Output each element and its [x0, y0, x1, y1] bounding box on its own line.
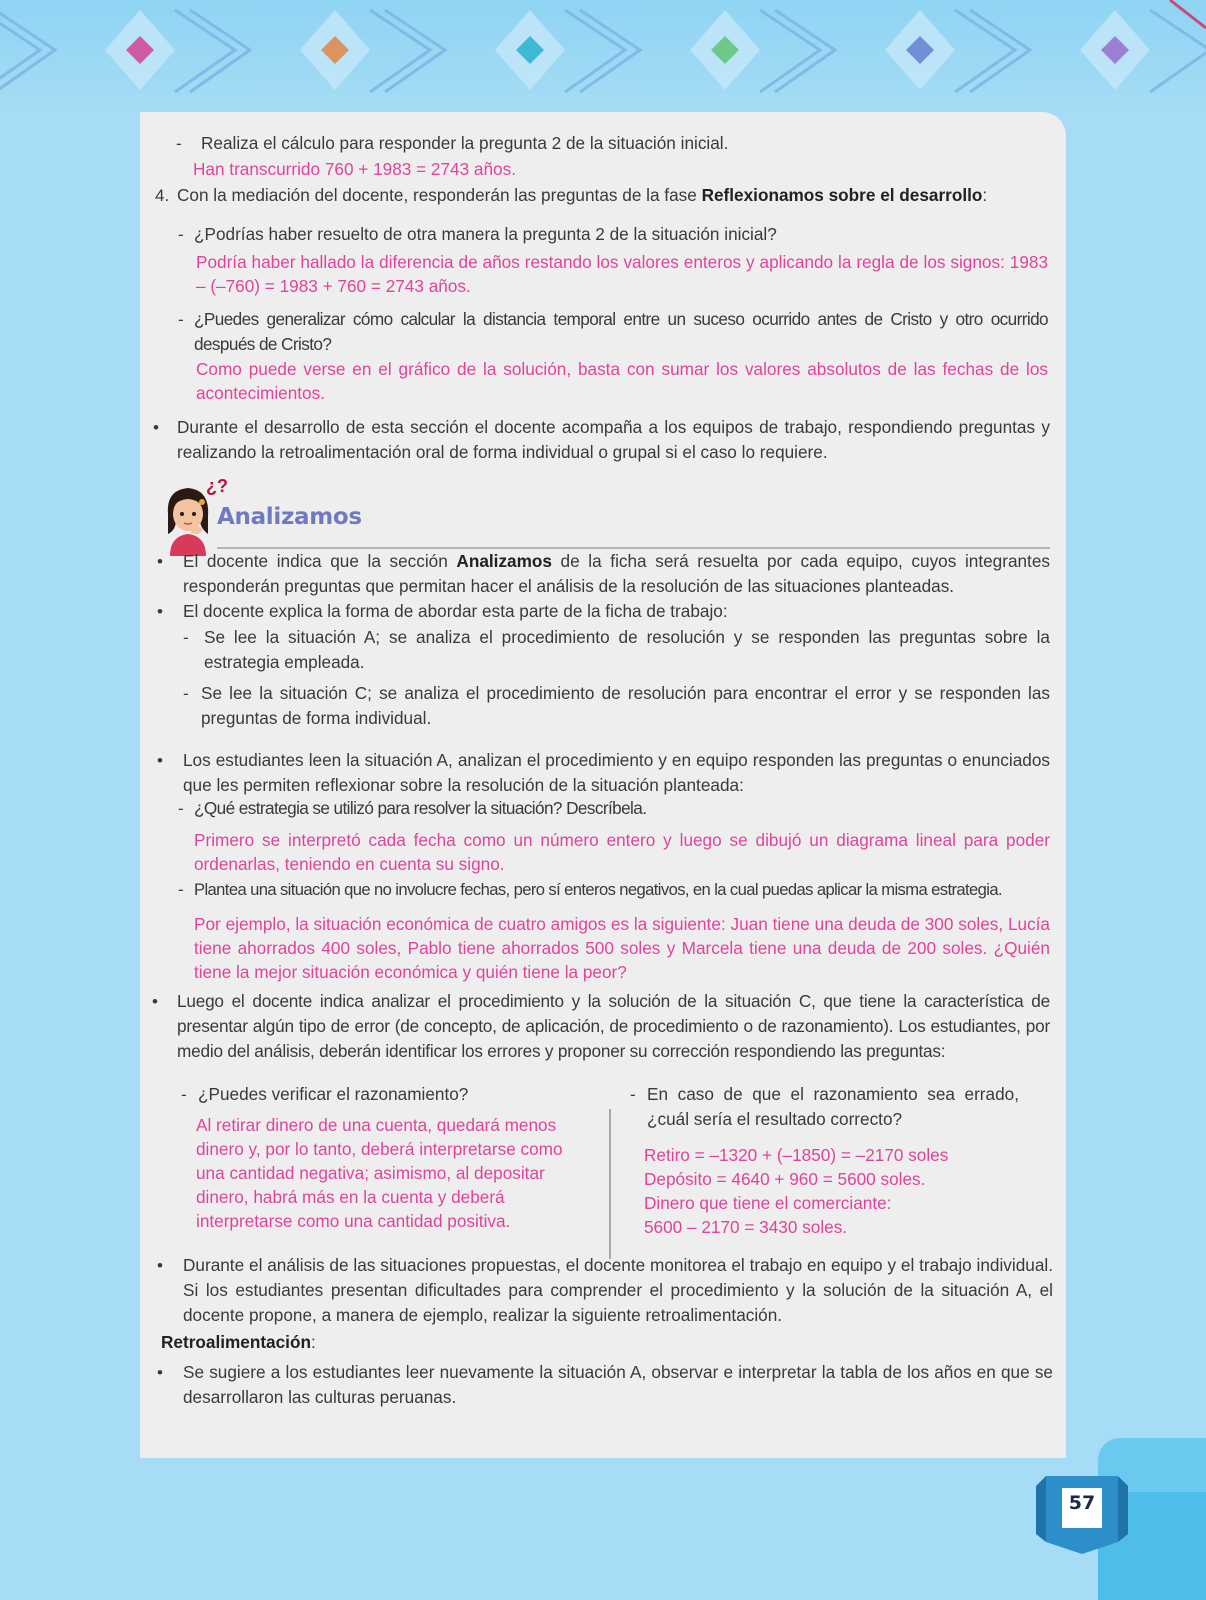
dash-marker: -: [183, 684, 189, 703]
question-text: Plantea una situación que no involucre fechas, pero sí enteros negativos, en la cual puedas aplicar la misma estrategia.: [194, 880, 1002, 899]
content-card: [140, 112, 1066, 1458]
dash-marker: -: [178, 799, 184, 818]
retro-heading: [161, 1330, 561, 1355]
dash-marker: -: [178, 225, 184, 244]
bold-phrase: Retroalimentación: [161, 1332, 311, 1352]
diamond-pattern-icon: [0, 0, 1206, 112]
instruction-text: Realiza el cálculo para responder la pregunta 2 de la situación inicial.: [201, 133, 729, 153]
answer-text: Por ejemplo, la situación económica de cuatro amigos es la siguiente: Juan tiene una deuda de 300 soles, Lucía tiene ahorrados 400 soles, Pablo tiene ahorrados 500 soles y Marcela tiene una deuda de 200 soles. ¿Quién tiene la mejor situación económica y quién tiene la peor?: [194, 914, 1050, 982]
paragraph-text: [183, 549, 1050, 599]
answer-line: 5600 – 2170 = 3430 soles.: [644, 1217, 848, 1237]
paragraph-text: Durante el desarrollo de esta sección el docente acompaña a los equipos de trabajo, respondiendo preguntas y realizando la retroalimentación oral de forma individual o grupal si el caso lo requiere.: [177, 417, 1050, 462]
text-run: Con la mediación del docente, responderán las preguntas de la fase: [177, 185, 702, 205]
section-title: Analizamos: [217, 504, 362, 530]
bullet-marker: •: [157, 1363, 163, 1382]
bullet-marker: •: [157, 751, 163, 770]
question-marks: ¿?: [206, 476, 228, 496]
list-number: 4.: [155, 186, 170, 205]
question-text: ¿Podrías haber resuelto de otra manera la pregunta 2 de la situación inicial?: [194, 224, 777, 244]
dash-marker: -: [176, 134, 182, 153]
answer-line: Retiro = –1320 + (–1850) = –2170 soles: [644, 1145, 949, 1165]
answer-text: Podría haber hallado la diferencia de años restando los valores enteros y aplicando la regla de los signos: 1983 – (–760) = 1983 + 760 = 2743 años.: [196, 252, 1048, 296]
text-run: :: [310, 1332, 316, 1352]
dash-marker: -: [630, 1085, 636, 1104]
bold-phrase: Reflexionamos sobre el desarrollo: [701, 185, 983, 205]
answer-text: Al retirar dinero de una cuenta, quedará menos dinero y, por lo tanto, deberá interpretarse como una cantidad negativa; asimismo, al depositar dinero, habrá más en la cuenta y deberá interpretarse como una cantidad positiva.: [196, 1115, 563, 1231]
paragraph-text: Se sugiere a los estudiantes leer nuevamente la situación A, observar e interpretar la tabla de los años en que se desarrollaron las culturas peruanas.: [183, 1362, 1053, 1407]
answer-text: Han transcurrido 760 + 1983 = 2743 años.: [193, 159, 516, 179]
answer-line: Depósito = 4640 + 960 = 5600 soles.: [644, 1169, 926, 1189]
dash-marker: -: [178, 880, 184, 899]
paragraph-text: Durante el análisis de las situaciones propuestas, el docente monitorea el trabajo en equipo y el trabajo individual. Si los estudiantes presentan dificultades para comprender el procedimiento y la solución de la situación A, el docente propone, a manera de ejemplo, realizar la siguiente retroalimentación.: [183, 1255, 1053, 1325]
paragraph-text: Se lee la situación C; se analiza el procedimiento de resolución para encontrar el error y se responden las preguntas de forma individual.: [201, 683, 1050, 728]
paragraph-text: Luego el docente indica analizar el procedimiento y la solución de la situación C, que tiene la característica de presentar algún tipo de error (de concepto, de aplicación, de procedimiento o de razonamiento). Los estudiantes, por medio del análisis, deberán identificar los errores y proponer su corrección respondiendo las preguntas:: [177, 991, 1050, 1061]
column-divider: [609, 1109, 611, 1259]
question-text: ¿Puedes verificar el razonamiento?: [198, 1084, 469, 1104]
text-run: :: [982, 185, 988, 205]
dash-marker: -: [178, 310, 184, 329]
answer-line: Dinero que tiene el comerciante:: [644, 1193, 892, 1213]
page-number: 57: [1068, 1492, 1096, 1514]
bold-phrase: Analizamos: [456, 551, 552, 571]
text-run: de la ficha será resuelta por cada equipo, cuyos integrantes responderán preguntas que permitan hacer el análisis de la resolución de las situaciones planteadas.: [183, 551, 1050, 596]
answer-text: Primero se interpretó cada fecha como un número entero y luego se dibujó un diagrama lineal para poder ordenarlas, teniendo en cuenta su signo.: [194, 830, 1050, 874]
bullet-marker: •: [152, 992, 158, 1011]
decorative-banner: [0, 0, 1206, 112]
dash-marker: -: [181, 1085, 187, 1104]
bullet-marker: •: [153, 418, 159, 437]
question-text: En caso de que el razonamiento sea errado, ¿cuál sería el resultado correcto?: [647, 1084, 1019, 1129]
bullet-marker: •: [157, 552, 163, 571]
text-run: El docente indica que la sección: [183, 551, 457, 571]
paragraph-text: Los estudiantes leen la situación A, analizan el procedimiento y en equipo responden las preguntas o enunciados que les permiten reflexionar sobre la resolución de la situación planteada:: [183, 750, 1050, 795]
paragraph-text: Se lee la situación A; se analiza el procedimiento de resolución y se responden las preguntas sobre la estrategia empleada.: [204, 627, 1050, 672]
dash-marker: -: [183, 628, 189, 647]
question-text: ¿Puedes generalizar cómo calcular la distancia temporal entre un suceso ocurrido antes de Cristo y otro ocurrido después de Cristo?: [194, 309, 1048, 354]
paragraph-text: El docente explica la forma de abordar esta parte de la ficha de trabajo:: [183, 601, 728, 621]
bullet-marker: •: [157, 1256, 163, 1275]
answer-text: Como puede verse en el gráfico de la solución, basta con sumar los valores absolutos de las fechas de los acontecimientos.: [196, 359, 1048, 403]
instruction-text: [177, 183, 1057, 208]
question-text: ¿Qué estrategia se utilizó para resolver la situación? Descríbela.: [194, 798, 647, 818]
bullet-marker: •: [157, 602, 163, 621]
